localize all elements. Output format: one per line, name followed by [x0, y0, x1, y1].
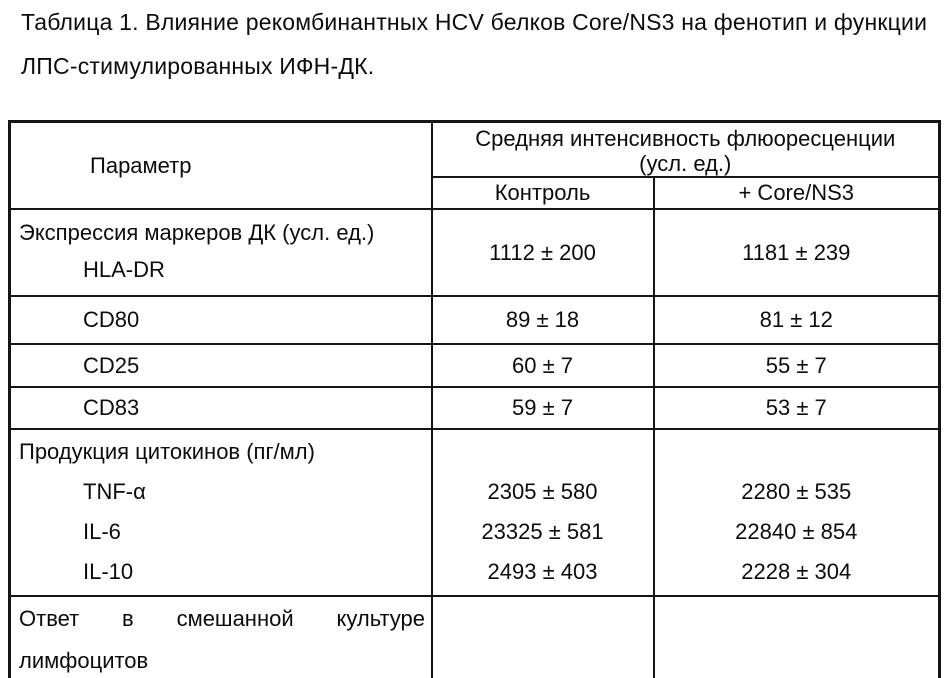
cytokines-label-cell — [10, 429, 432, 596]
table-caption-line1: Таблица 1. Влияние рекомбинантных HCV белков Core/NS3 на фенотип и функции — [21, 9, 928, 35]
il-10-label: IL-10 — [83, 559, 134, 584]
results-table — [8, 120, 941, 678]
cd25-label-cell — [10, 344, 432, 387]
hla-dr-core-ns3-value: 1181 ± 239 — [654, 209, 940, 296]
header-row-top — [10, 122, 940, 178]
mlr-core-ns3-cell — [654, 596, 940, 678]
cd83-label-cell — [10, 387, 432, 429]
row-cd80 — [10, 296, 940, 344]
table-caption-line2: ЛПС-стимулированных ИФН-ДК. — [21, 53, 375, 79]
cd83-control-value: 59 ± 7 — [432, 387, 654, 429]
mlr-control-cell — [432, 596, 654, 678]
hla-dr-control-value: 1112 ± 200 — [432, 209, 654, 296]
markers-section-label: Экспрессия маркеров ДК (усл. ед.) — [19, 220, 375, 245]
row-markers-hla-dr — [10, 209, 940, 296]
mlr-label-line1 — [11, 599, 425, 639]
row-cytokines — [10, 429, 940, 596]
cd83-label: CD83 — [83, 395, 140, 420]
markers-label-cell — [10, 209, 432, 296]
mlr-label-cell — [10, 596, 432, 678]
cd80-label: CD80 — [83, 307, 140, 332]
cytokines-control-spacer — [433, 432, 653, 472]
il-6-core-ns3-value: 22840 ± 854 — [735, 519, 858, 544]
mlr-word-3: смешанной — [176, 606, 294, 631]
header-control-cell: Контроль — [432, 177, 654, 209]
cytokines-core-ns3-spacer — [655, 432, 939, 472]
tnf-alpha-core-ns3-value: 2280 ± 535 — [741, 479, 852, 504]
row-mixed-lymphocyte-response — [10, 596, 940, 678]
marker-hla-dr-label: HLA-DR — [83, 257, 165, 282]
mlr-word-2: в — [122, 606, 134, 631]
il-6-label: IL-6 — [83, 519, 121, 544]
row-cd25 — [10, 344, 940, 387]
tnf-alpha-control-value: 2305 ± 580 — [487, 479, 598, 504]
table-caption — [21, 0, 937, 88]
row-cd83 — [10, 387, 940, 429]
mlr-label-line2: лимфоцитов — [19, 648, 149, 673]
cd25-control-value: 60 ± 7 — [432, 344, 654, 387]
cd80-core-ns3-value: 81 ± 12 — [654, 296, 940, 344]
mlr-word-1: Ответ — [19, 606, 80, 631]
il-6-control-value: 23325 ± 581 — [481, 519, 604, 544]
cytokines-core-ns3-cell — [654, 429, 940, 596]
header-group-cell — [432, 122, 940, 178]
header-group-line1: Средняя интенсивность флюоресценции — [475, 126, 896, 151]
cd25-core-ns3-value: 55 ± 7 — [654, 344, 940, 387]
header-core-ns3-cell: + Core/NS3 — [654, 177, 940, 209]
cd25-label: CD25 — [83, 352, 140, 378]
header-parameter-label: Параметр — [90, 152, 192, 178]
cd83-core-ns3-value: 53 ± 7 — [654, 387, 940, 429]
cytokines-section-label: Продукция цитокинов (пг/мл) — [19, 439, 315, 464]
cd80-control-value: 89 ± 18 — [432, 296, 654, 344]
mlr-word-4: культуре — [336, 606, 425, 631]
il-10-core-ns3-value: 2228 ± 304 — [741, 559, 852, 584]
header-group-line2: (усл. ед.) — [639, 151, 732, 176]
tnf-alpha-label: TNF-α — [83, 479, 146, 504]
cytokines-control-cell — [432, 429, 654, 596]
cd80-label-cell — [10, 296, 432, 344]
header-parameter-cell — [10, 122, 432, 210]
il-10-control-value: 2493 ± 403 — [487, 559, 598, 584]
